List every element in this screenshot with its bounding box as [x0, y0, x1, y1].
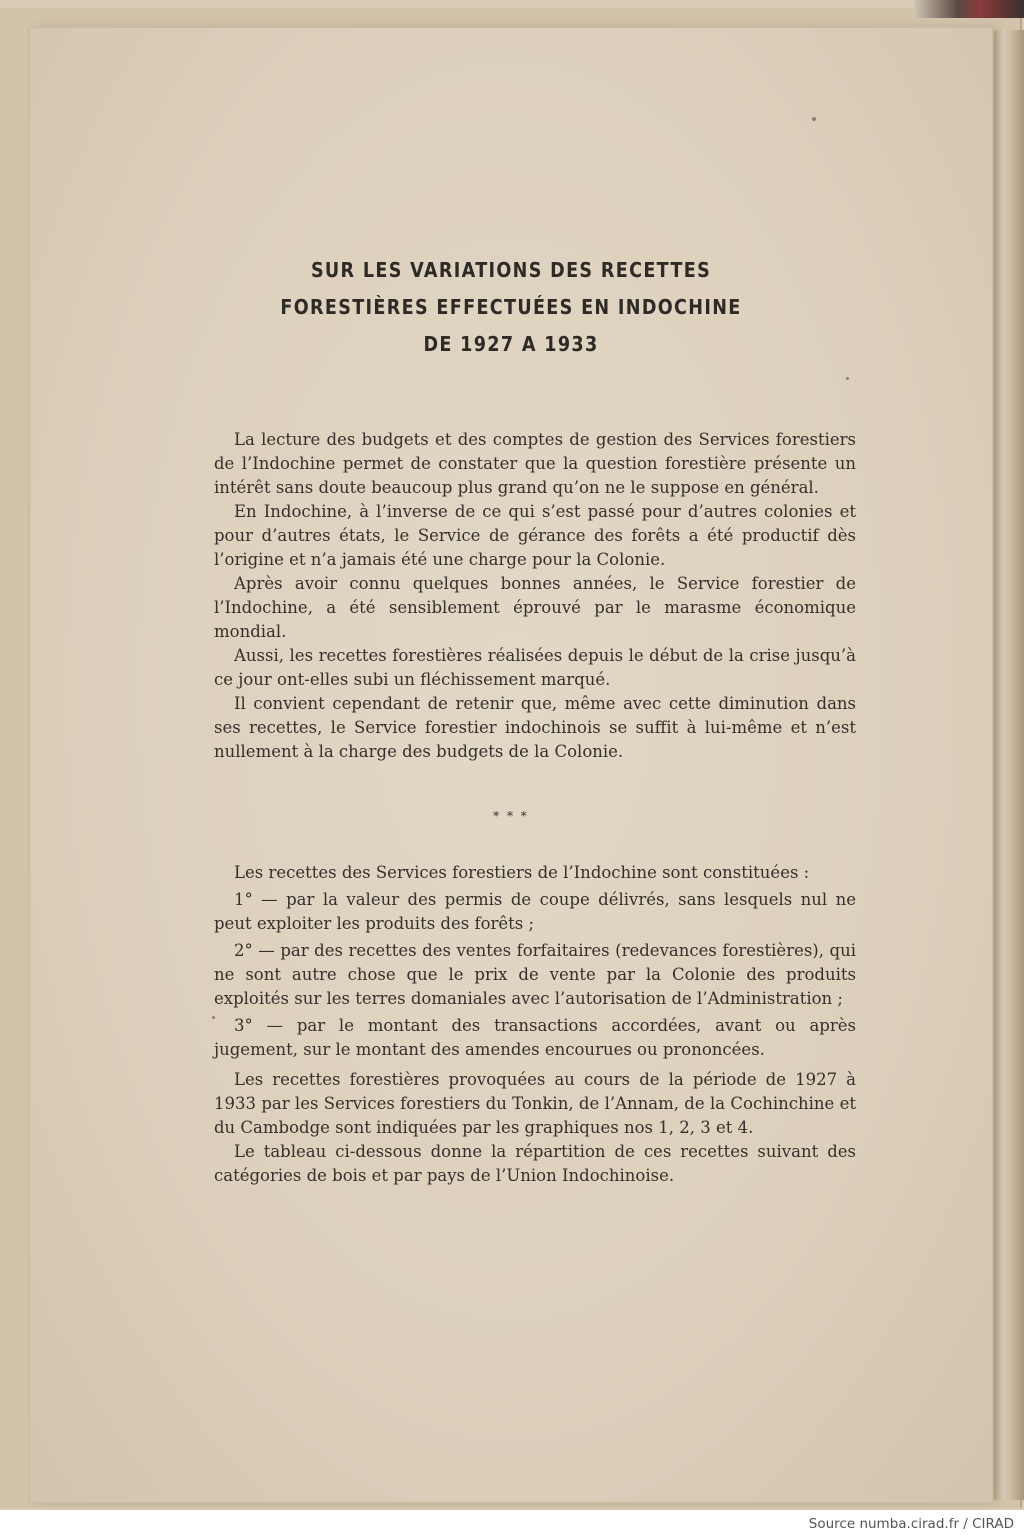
- section-revenues: [214, 861, 856, 1188]
- paragraph: En Indochine, à l’inverse de ce qui s’est passé pour d’autres colonies et pour d’autres états, le Service de gérance des forêts a été productif dès l’origine et n’a jamais été une charge pour la Colonie.: [214, 502, 856, 569]
- paper-texture: [30, 28, 992, 1502]
- paragraph: Après avoir connu quelques bonnes années, le Service forestier de l’Indochine, a été sensiblement éprouvé par le marasme économique mondial.: [214, 574, 856, 641]
- paragraph: Les recettes forestières provoquées au cours de la période de 1927 à 1933 par les Services forestiers du Tonkin, de l’Annam, de la Cochinchine et du Cambodge sont indiquées par les graphiques nos 1, 2, 3 et 4.: [214, 1070, 856, 1137]
- paragraph: Aussi, les recettes forestières réalisées depuis le début de la crise jusqu’à ce jour ont-elles subi un fléchissement marqué.: [214, 646, 856, 689]
- paragraph: Le tableau ci-dessous donne la répartition de ces recettes suivant des catégories de bois et par pays de l’Union Indochinoise.: [214, 1142, 856, 1185]
- title-line-3: DE 1927 A 1933: [423, 332, 599, 356]
- list-item: 3° — par le montant des transactions accordées, avant ou après jugement, sur le montant des amendes encourues ou prononcées.: [214, 1016, 856, 1059]
- paragraph: Les recettes des Services forestiers de l’Indochine sont constituées :: [234, 863, 810, 882]
- title-line-1: SUR LES VARIATIONS DES RECETTES: [310, 258, 712, 282]
- asterism: * * *: [493, 809, 529, 823]
- source-credit: Source numba.cirad.fr / CIRAD: [808, 1516, 1014, 1532]
- document-page: [30, 28, 992, 1502]
- list-item: 1° — par la valeur des permis de coupe délivrés, sans lesquels nul ne peut exploiter les produits des forêts ;: [214, 890, 856, 933]
- page-edge: [994, 30, 1024, 1500]
- paper-speck: [846, 377, 849, 380]
- title-line-2: FORESTIÈRES EFFECTUÉES EN INDOCHINE: [280, 295, 742, 319]
- document-title: [88, 252, 935, 363]
- paper-speck: [812, 117, 816, 121]
- list-item: 2° — par des recettes des ventes forfaitaires (redevances forestières), qui ne sont autre chose que le prix de vente par la Colonie des produits exploités sur les terres domaniales avec l’autorisation de l’Administration ;: [214, 941, 856, 1008]
- section-introduction: [214, 428, 856, 764]
- section-separator: [30, 810, 992, 822]
- paragraph: Il convient cependant de retenir que, même avec cette diminution dans ses recettes, le Service forestier indochinois se suffit à lui-même et n’est nullement à la charge des budgets de la Colonie.: [214, 694, 856, 761]
- binding-edge: [914, 0, 1024, 18]
- paragraph: La lecture des budgets et des comptes de gestion des Services forestiers de l’Indochine permet de constater que la question forestière présente un intérêt sans doute beaucoup plus grand qu’on ne le suppose en général.: [214, 430, 856, 497]
